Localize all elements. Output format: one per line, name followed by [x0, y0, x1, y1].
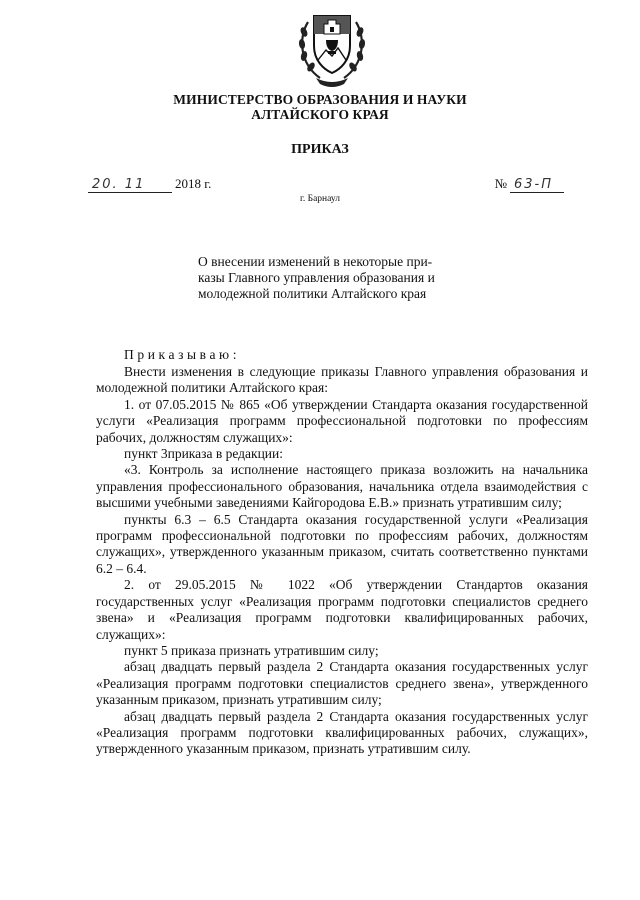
order-date [88, 176, 211, 193]
paragraph: пункты 6.3 – 6.5 Стандарта оказания государственной услуги «Реализация программ профессиональной подготовки по профессиям рабочих, должностям служащих», утвержденного указанным приказом, считать соответственно пунктами 6.2 – 6.4. [96, 511, 588, 576]
paragraph: 2. от 29.05.2015 № 1022 «Об утверждении Стандартов оказания государственных услуг «Реализация программ подготовки специалистов среднего звена» и «Реализация программ подготовки квалифицированных рабочих, служащих»: [96, 577, 588, 642]
document-type: ПРИКАЗ [291, 142, 349, 157]
paragraph: абзац двадцать первый раздела 2 Стандарта оказания государственных услуг «Реализация программ подготовки квалифицированных рабочих, служащих», утвержденного указанным приказом, признать утратившим силу. [96, 708, 588, 757]
handwritten-date: 20. 11 [88, 177, 172, 193]
ministry-line-2: АЛТАЙСКОГО КРАЯ [251, 107, 389, 122]
paragraph: 1. от 07.05.2015 № 865 «Об утверждении Стандарта оказания государственной услуги «Реализация программ профессиональной подготовки по профессиям рабочих, должностям служащих»: [96, 396, 588, 445]
ministry-line-1: МИНИСТЕРСТВО ОБРАЗОВАНИЯ И НАУКИ [173, 92, 467, 107]
handwritten-number: 63-П [510, 177, 564, 193]
subject-line-1: О внесении изменений в некоторые при- [198, 254, 433, 269]
subject-line-3: молодежной политики Алтайского края [198, 286, 427, 301]
paragraph: абзац двадцать первый раздела 2 Стандарта оказания государственных услуг «Реализация программ подготовки специалистов среднего звена», утвержденного указанным приказом, признать утратившим силу; [96, 659, 588, 708]
order-word: Приказываю: [124, 347, 241, 362]
order-subject [198, 254, 498, 302]
date-year: 2018 г. [175, 176, 212, 191]
paragraph: Внести изменения в следующие приказы Главного управления образования и молодежной политики Алтайского края: [96, 364, 588, 396]
paragraph: «3. Контроль за исполнение настоящего приказа возложить на начальника управления профессионального образования, начальника отдела взаимодействия с высшими учебными заведениями Кайгородова Е.В.» признать утратившим силу; [96, 462, 588, 511]
ministry-title [120, 92, 520, 122]
paragraph: пункт 5 приказа признать утратившим силу; [124, 642, 379, 658]
paragraph: пункт 3приказа в редакции: [124, 446, 284, 462]
city-name: г. Барнаул [300, 194, 340, 204]
order-body [96, 364, 588, 758]
number-sign: № [494, 176, 507, 191]
altai-coat-of-arms-icon [294, 8, 370, 88]
subject-line-2: казы Главного управления образования и [198, 270, 435, 285]
order-number [495, 176, 564, 193]
